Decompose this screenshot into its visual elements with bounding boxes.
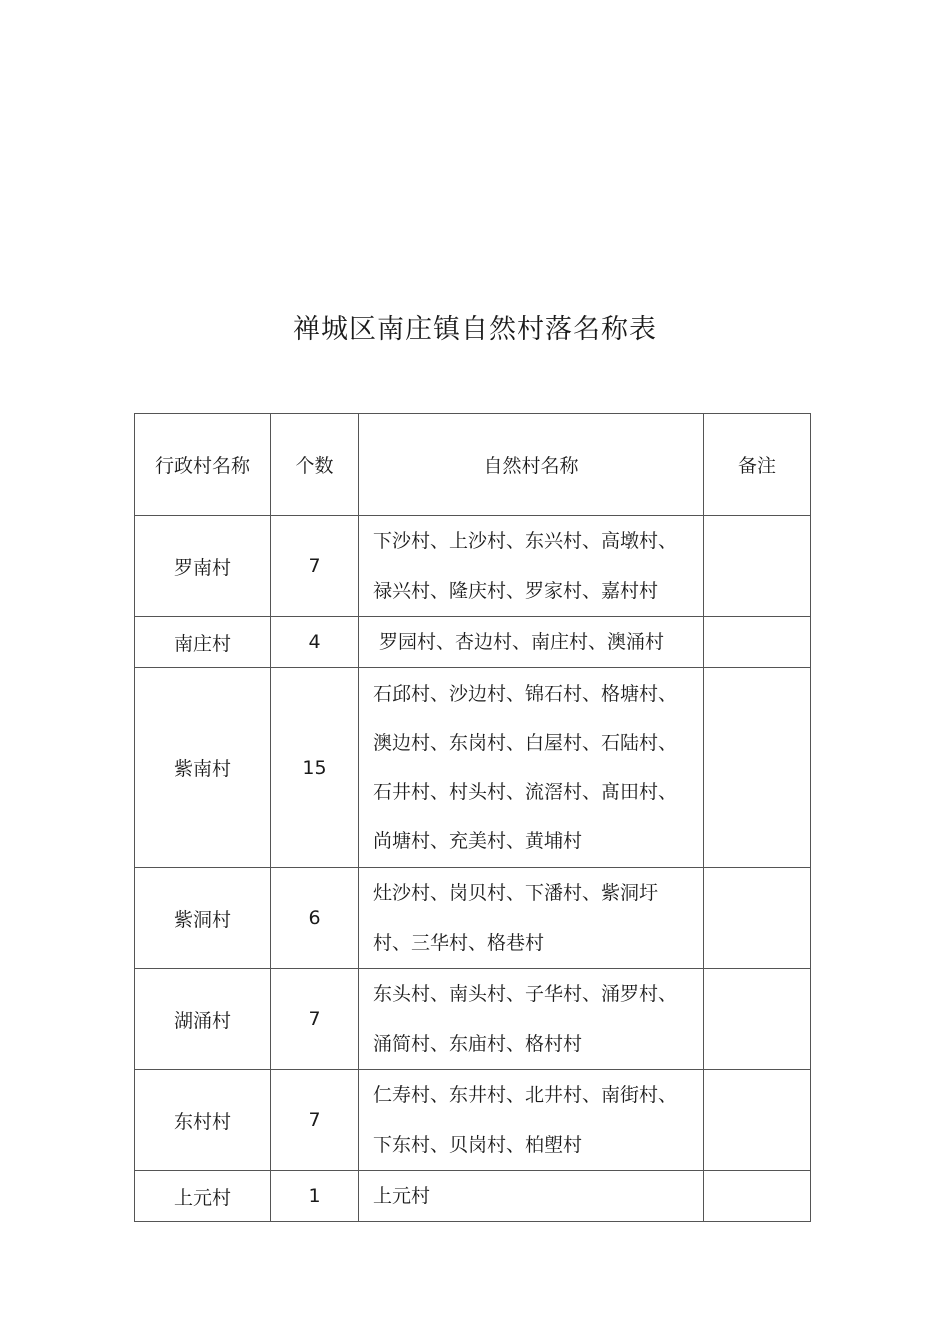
natural-villages-line: 涌简村、东庙村、格村村 [373, 1033, 583, 1055]
table-row [135, 617, 811, 668]
natural-villages-line: 下东村、贝岗村、柏塱村 [373, 1134, 583, 1156]
table-row [135, 668, 811, 868]
natural-villages-cell [359, 668, 704, 868]
natural-villages-cell [359, 868, 704, 969]
natural-villages-line: 罗园村、杏边村、南庄村、澳涌村 [379, 631, 665, 653]
header-count: 个数 [271, 414, 359, 516]
natural-villages-cell [359, 1171, 704, 1222]
remarks-cell [704, 969, 811, 1070]
table-row [135, 868, 811, 969]
natural-villages-line: 下沙村、上沙村、东兴村、高墩村、 [373, 530, 678, 552]
table-header-row [135, 414, 811, 516]
admin-village-cell: 紫南村 [135, 668, 271, 868]
admin-village-cell: 南庄村 [135, 617, 271, 668]
natural-villages-line: 石邱村、沙边村、锦石村、格塘村、 [373, 682, 678, 705]
header-remarks: 备注 [704, 414, 811, 516]
admin-village-cell: 上元村 [135, 1171, 271, 1222]
page-title: 禅城区南庄镇自然村落名称表 [293, 314, 657, 345]
count-cell: 6 [271, 868, 359, 969]
remarks-cell [704, 868, 811, 969]
admin-village-cell: 湖涌村 [135, 969, 271, 1070]
natural-villages-line: 尚塘村、充美村、黄埔村 [373, 829, 583, 852]
natural-villages-line: 澳边村、东岗村、白屋村、石陆村、 [373, 731, 678, 754]
count-cell: 7 [271, 969, 359, 1070]
count-cell: 1 [271, 1171, 359, 1222]
count-cell: 7 [271, 1070, 359, 1171]
remarks-cell [704, 1171, 811, 1222]
table-row [135, 1070, 811, 1171]
admin-village-cell: 紫洞村 [135, 868, 271, 969]
header-natural-villages: 自然村名称 [359, 414, 704, 516]
village-table [134, 413, 811, 1222]
table-row [135, 1171, 811, 1222]
admin-village-cell: 罗南村 [135, 516, 271, 617]
natural-villages-line: 灶沙村、岗贝村、下潘村、紫洞圩 [373, 882, 659, 904]
natural-villages-line: 上元村 [373, 1185, 431, 1207]
natural-villages-line: 村、三华村、格巷村 [373, 932, 545, 954]
admin-village-cell: 东村村 [135, 1070, 271, 1171]
table-row [135, 969, 811, 1070]
count-cell: 15 [271, 668, 359, 868]
natural-villages-cell [359, 969, 704, 1070]
remarks-cell [704, 668, 811, 868]
count-cell: 7 [271, 516, 359, 617]
table-row [135, 516, 811, 617]
remarks-cell [704, 617, 811, 668]
natural-villages-line: 仁寿村、东井村、北井村、南街村、 [373, 1084, 678, 1106]
count-cell: 4 [271, 617, 359, 668]
natural-villages-line: 禄兴村、隆庆村、罗家村、嘉村村 [373, 580, 659, 602]
remarks-cell [704, 516, 811, 617]
header-admin-village: 行政村名称 [135, 414, 271, 516]
natural-villages-cell [359, 1070, 704, 1171]
natural-villages-cell [359, 617, 704, 668]
natural-villages-line: 东头村、南头村、子华村、涌罗村、 [373, 983, 678, 1005]
remarks-cell [704, 1070, 811, 1171]
natural-villages-cell [359, 516, 704, 617]
natural-villages-line: 石井村、村头村、流滘村、髙田村、 [373, 780, 678, 803]
